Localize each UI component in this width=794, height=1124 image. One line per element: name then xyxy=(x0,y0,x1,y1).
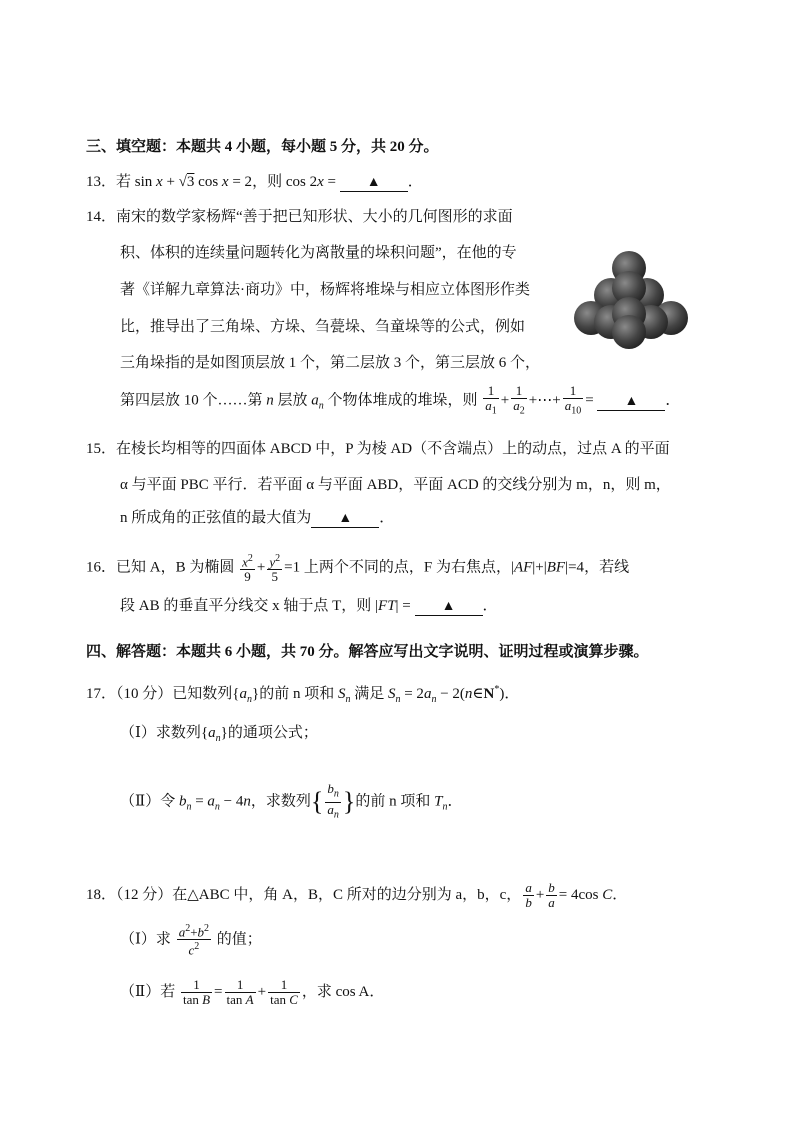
question-14-line-6: 第四层放 10 个……第 n 层放 $a_n$ 个物体堆成的堆垛，则 $\frac{1}{a_1}$ + $\frac{1}{a_2}$ +⋯+ $\frac{1}{a_{10}}$ = ▲ ． xyxy=(120,383,681,417)
question-18-part-2: （Ⅱ）若 $\frac{1}{\text{tan B}}$ = $\frac{1}{\text{tan A}}$ + $\frac{1}{\text{tan C}}$ ，求 cos A． xyxy=(120,977,385,1007)
question-14-line-1: 14．南宋的数学家杨辉“善于把已知形状、大小的几何图形的求面 xyxy=(86,209,513,225)
question-17-part-1: （Ⅰ）求数列$\{a_n\}$的通项公式； xyxy=(120,725,318,744)
section-3-heading: 三、填空题：本题共 4 小题，每小题 5 分，共 20 分。 xyxy=(86,139,439,155)
answer-blank[interactable] xyxy=(311,510,379,528)
question-14-line-3: 著《详解九章算法·商功》中，杨辉将堆垛与相应立体图形作类 xyxy=(120,282,530,298)
triangle-icon: ▲ xyxy=(338,511,353,526)
question-18: 18．（12 分）在△ABC 中，角 A，B，C 所对的边分别为 a，b，c， $\frac{a}{b}$ + $\frac{b}{a}$ = 4cos C． xyxy=(86,880,628,910)
stacked-balls-figure xyxy=(565,250,695,350)
section-4-heading: 四、解答题：本题共 6 小题，共 70 分。解答应写出文字说明、证明过程或演算步骤。 xyxy=(86,644,649,660)
triangle-icon: ▲ xyxy=(441,599,456,614)
question-14-line-5: 三角垛指的是如图顶层放 1 个，第二层放 3 个，第三层放 6 个， xyxy=(120,355,541,371)
question-17-part-2: （Ⅱ）令 $b_n = a_n - 4n$，求数列{ $\frac{b_n}{a_n}$ }的前 n 项和 $T_n$． xyxy=(120,781,463,821)
question-15-line-2: α 与平面 PBC 平行．若平面 α 与平面 ABD，平面 ACD 的交线分别为 m，n，则 m， xyxy=(120,477,671,493)
triangle-icon: ▲ xyxy=(624,393,639,409)
question-16-line-2: 段 AB 的垂直平分线交 x 轴于点 T，则 |FT| = ▲ ． xyxy=(120,598,498,614)
question-14-line-4: 比，推导出了三角垛、方垛、刍甍垛、刍童垛等的公式，例如 xyxy=(120,319,526,335)
triangle-icon: ▲ xyxy=(366,175,381,190)
question-13: 13．若 sin x + √3 cos x = 2，则 cos 2x = ▲ ． xyxy=(86,174,423,190)
q13-number: 13． xyxy=(86,174,117,190)
question-18-part-1: （Ⅰ）求 $\frac{a^2+b^2}{c^2}$ 的值； xyxy=(120,923,262,958)
question-17: 17．（10 分）已知数列$\{a_n\}$的前 n 项和 $S_n$ 满足 $S_n = 2a_n$ − 2(n∈N*)． xyxy=(86,684,520,705)
question-15-line-1: 15．在棱长均相等的四面体 ABCD 中，P 为棱 AD（不含端点）上的动点，过点 A 的平面 xyxy=(86,441,670,457)
answer-blank[interactable] xyxy=(597,393,665,411)
question-15-line-3: n 所成角的正弦值的最大值为 ▲ ． xyxy=(120,510,395,526)
question-16-line-1: 16．已知 A，B 为椭圆 $\frac{x^2}{9}$ + $\frac{y^2}{5}$ =1 上两个不同的点，F 为右焦点，|AF|+|BF|=4，若线 xyxy=(86,553,630,585)
answer-blank[interactable] xyxy=(340,174,408,192)
answer-blank[interactable] xyxy=(415,598,483,616)
question-14-line-2: 积、体积的连续量问题转化为离散量的垛积问题”，在他的专 xyxy=(120,245,517,261)
